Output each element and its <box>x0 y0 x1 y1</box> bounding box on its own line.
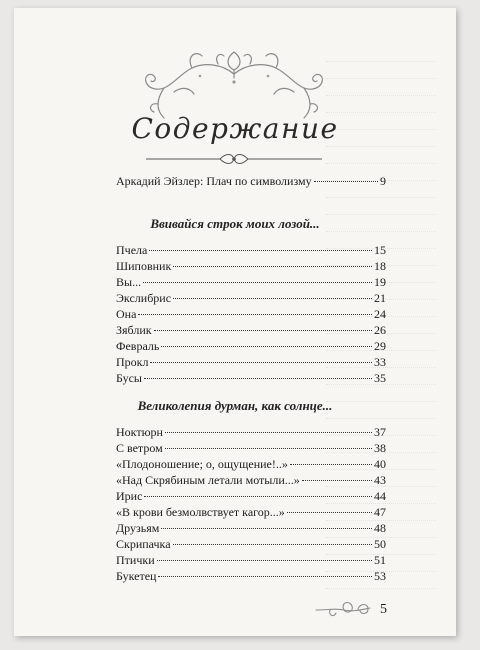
toc-entry-title: Экслибрис <box>116 291 172 305</box>
page-number: 5 <box>380 602 387 617</box>
dot-leader <box>158 576 372 577</box>
toc-entry-title: Букетец <box>116 569 157 583</box>
toc-entry[interactable] <box>116 338 386 354</box>
toc-entry[interactable] <box>116 242 386 258</box>
dot-leader <box>314 181 378 182</box>
toc-entry-title: Зяблик <box>116 323 152 337</box>
toc-entry[interactable] <box>116 322 386 338</box>
toc-entry-page: 51 <box>374 553 386 567</box>
toc-entry-page: 19 <box>374 275 386 289</box>
dot-leader <box>144 496 372 497</box>
toc-entry[interactable] <box>116 536 386 552</box>
dot-leader <box>157 560 372 561</box>
toc-entry-title: «Плодоношение; о, ощущение!..» <box>116 457 288 471</box>
swirl-ornament <box>314 598 374 620</box>
toc-entry[interactable] <box>116 258 386 274</box>
dot-leader <box>161 346 372 347</box>
toc-entry[interactable] <box>116 504 386 520</box>
dot-leader <box>173 266 372 267</box>
toc-entry[interactable] <box>116 290 386 306</box>
dot-leader <box>173 298 372 299</box>
toc-entry-title: Шиповник <box>116 259 172 273</box>
toc-entry[interactable] <box>116 440 386 456</box>
toc-entry[interactable] <box>116 520 386 536</box>
toc-entry[interactable] <box>116 456 386 472</box>
dot-leader <box>161 528 372 529</box>
dot-leader <box>173 544 372 545</box>
toc-entry-title: «Над Скрябиным летали мотыли...» <box>116 473 300 487</box>
page-title: Содержание <box>131 112 339 145</box>
toc-entry[interactable] <box>116 552 386 568</box>
toc-entry-page: 9 <box>380 174 386 188</box>
dot-leader <box>144 378 372 379</box>
toc-entry-page: 50 <box>374 537 386 551</box>
toc-entry-page: 15 <box>374 243 386 257</box>
toc-entry[interactable] <box>116 274 386 290</box>
toc-entry-title: Прокл <box>116 355 149 369</box>
toc-entry-page: 43 <box>374 473 386 487</box>
dot-leader <box>138 314 372 315</box>
toc-entry-preface[interactable] <box>116 173 386 189</box>
toc-entry-title: Аркадий Эйзлер: Плач по символизму <box>116 174 312 188</box>
toc-entry-page: 38 <box>374 441 386 455</box>
toc-entry[interactable] <box>116 424 386 440</box>
toc-entry-title: С ветром <box>116 441 163 455</box>
section-heading: Ввивайся строк моих лозой... <box>150 216 320 231</box>
dot-leader <box>150 362 372 363</box>
dot-leader <box>290 464 372 465</box>
toc-entry-page: 37 <box>374 425 386 439</box>
toc-entry-title: «В крови безмолвствует кагор...» <box>116 505 285 519</box>
toc-entry-page: 33 <box>374 355 386 369</box>
toc-entry-page: 47 <box>374 505 386 519</box>
toc-entry[interactable] <box>116 370 386 386</box>
toc-entry[interactable] <box>116 472 386 488</box>
toc-entry-page: 26 <box>374 323 386 337</box>
toc-entry-page: 40 <box>374 457 386 471</box>
toc-entry-title: Ирис <box>116 489 143 503</box>
title-underline-ornament <box>142 150 326 168</box>
book-page <box>14 8 456 636</box>
dot-leader <box>143 282 372 283</box>
toc-entry-title: Пчела <box>116 243 148 257</box>
dot-leader <box>154 330 372 331</box>
toc-entry-page: 18 <box>374 259 386 273</box>
toc-entry-page: 21 <box>374 291 386 305</box>
toc-entry[interactable] <box>116 354 386 370</box>
toc-entry[interactable] <box>116 568 386 584</box>
toc-entry-title: Бусы <box>116 371 142 385</box>
toc-entry-title: Скрипачка <box>116 537 171 551</box>
toc-entry-title: Ноктюрн <box>116 425 163 439</box>
toc-entry-page: 29 <box>374 339 386 353</box>
dot-leader <box>165 448 372 449</box>
toc-entry-title: Друзьям <box>116 521 160 535</box>
toc-entry-page: 24 <box>374 307 386 321</box>
toc-entry-page: 44 <box>374 489 386 503</box>
toc-entry-page: 48 <box>374 521 386 535</box>
section-heading: Великолепия дурман, как солнце... <box>137 398 333 413</box>
dot-leader <box>149 250 372 251</box>
toc-entry[interactable] <box>116 488 386 504</box>
toc-entry-title: Февраль <box>116 339 160 353</box>
toc-entry-title: Она <box>116 307 137 321</box>
dot-leader <box>302 480 372 481</box>
toc-entry-title: Вы... <box>116 275 142 289</box>
toc-entry[interactable] <box>116 306 386 322</box>
dot-leader <box>287 512 372 513</box>
dot-leader <box>165 432 372 433</box>
toc-entry-title: Птички <box>116 553 155 567</box>
toc-entry-page: 35 <box>374 371 386 385</box>
toc-entry-page: 53 <box>374 569 386 583</box>
